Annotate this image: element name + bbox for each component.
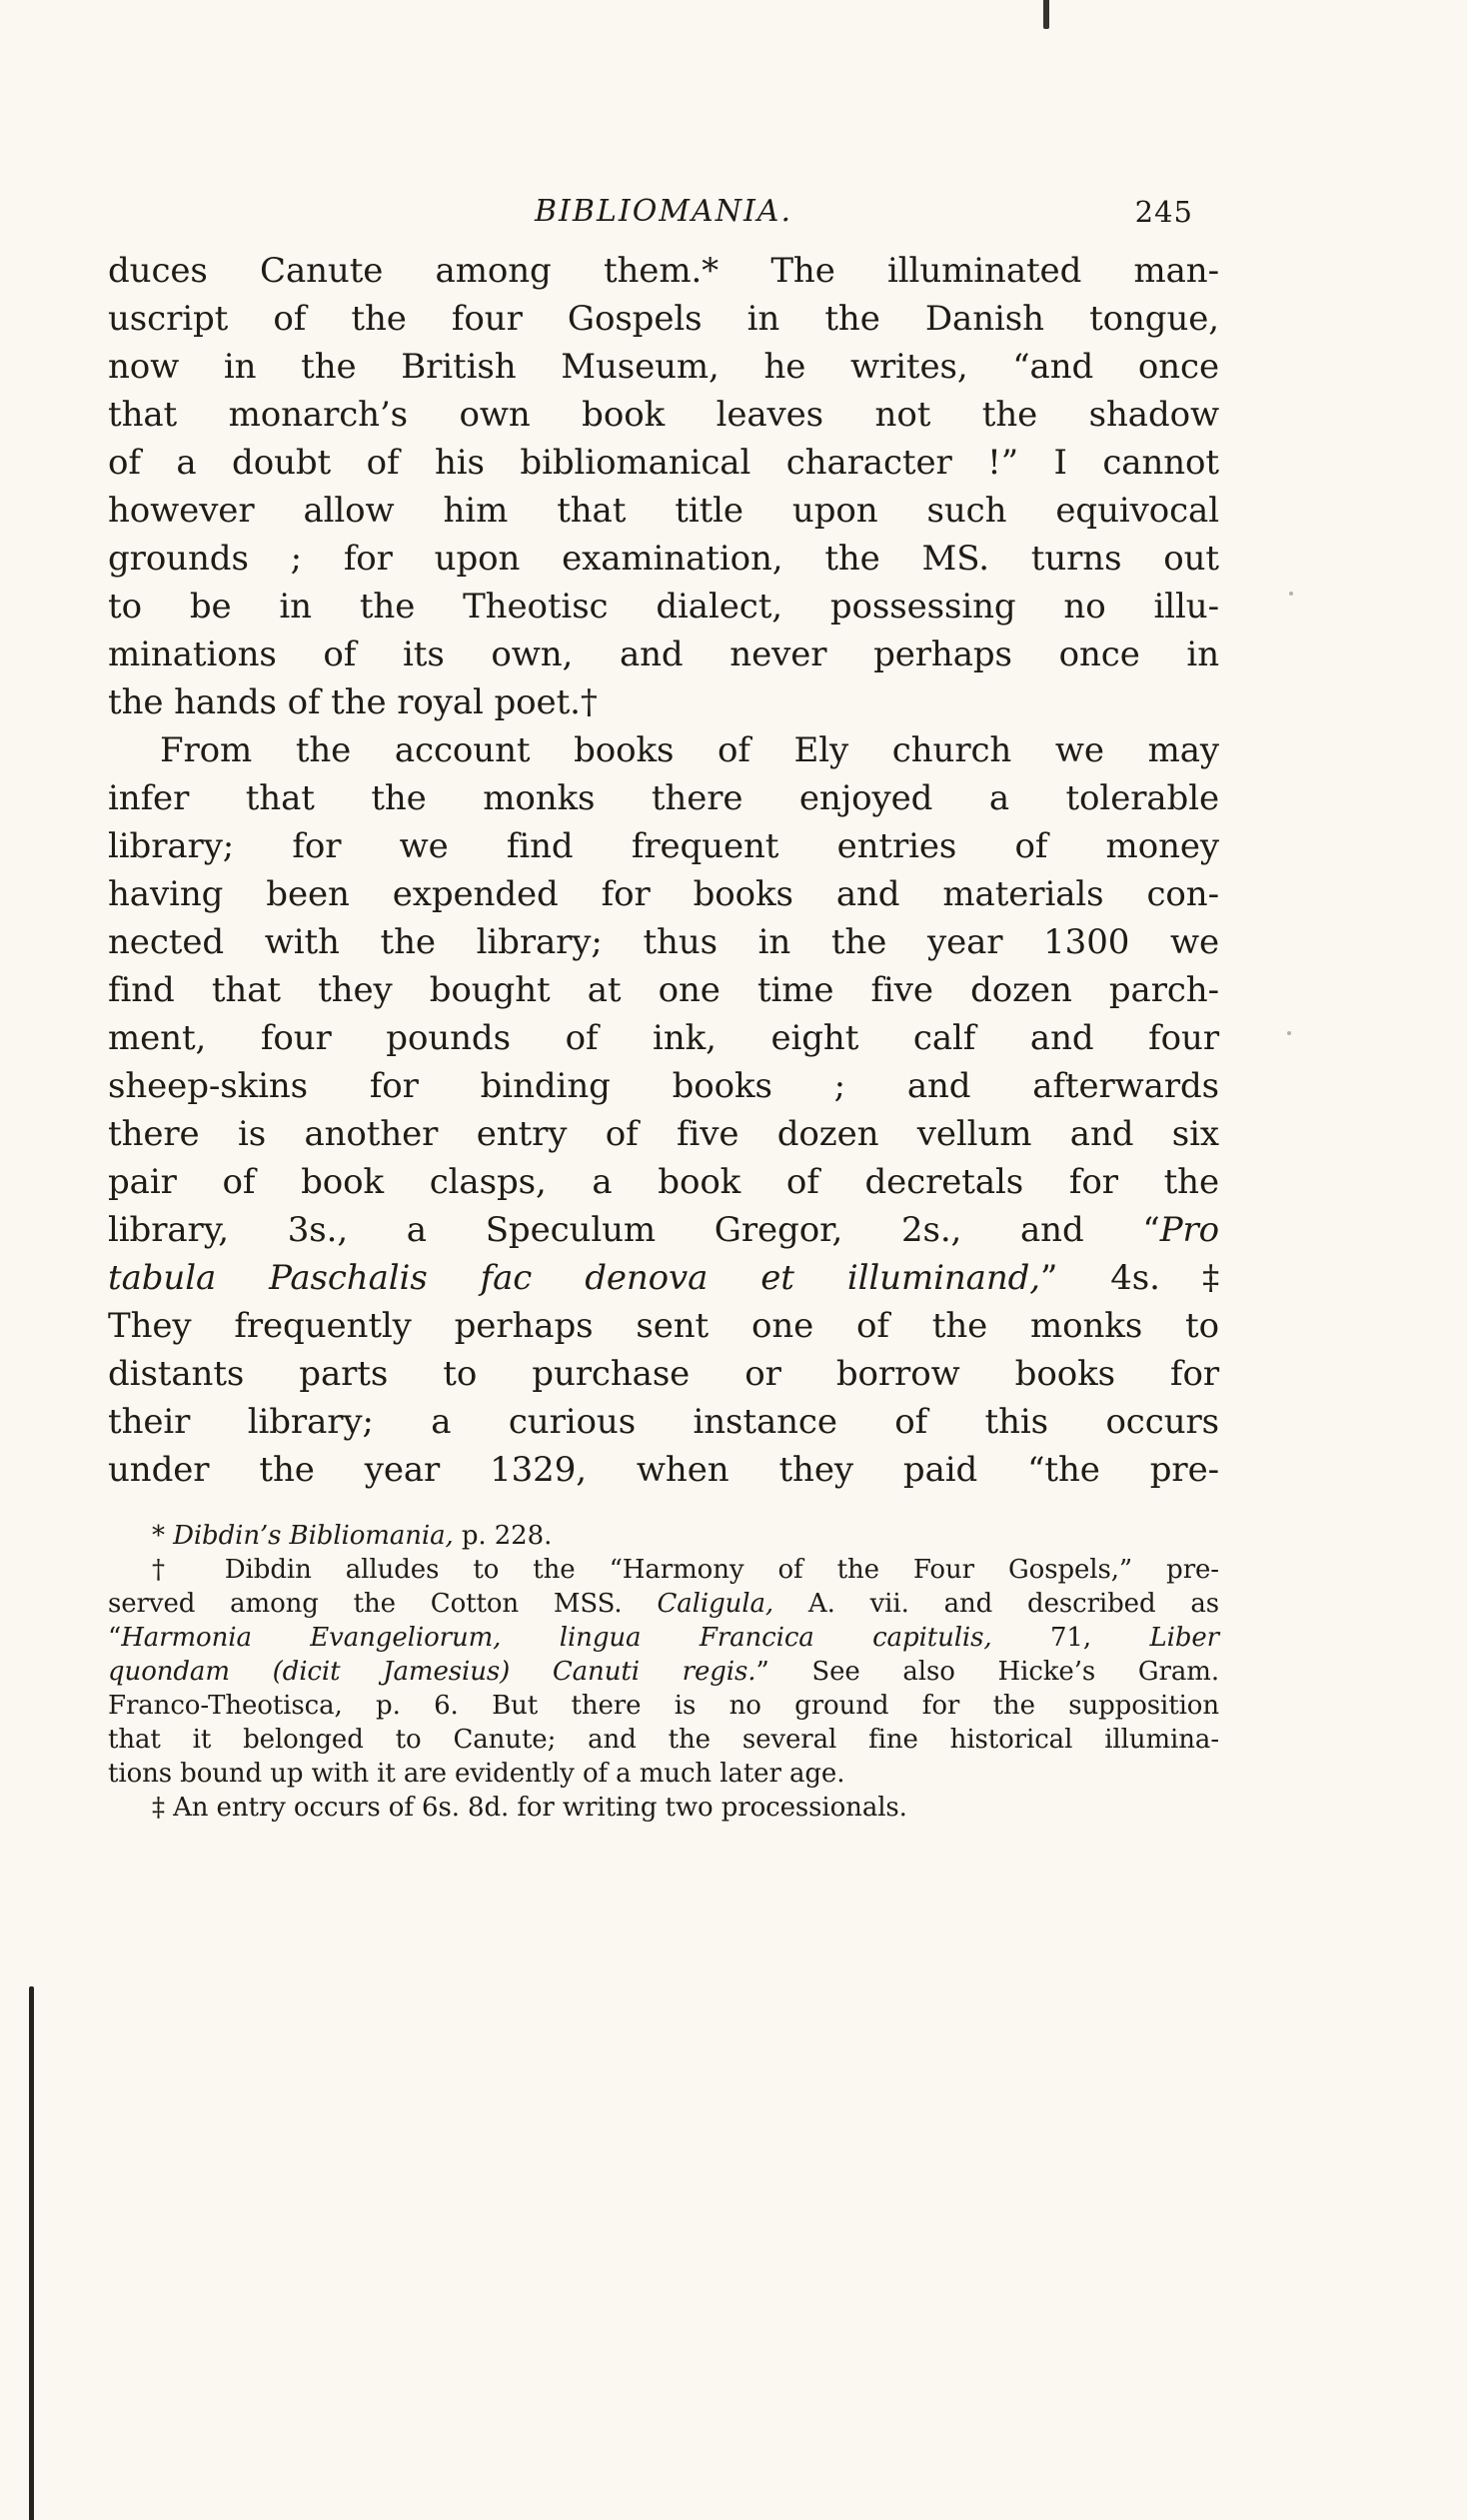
running-title: BIBLIOMANIA. <box>535 194 792 229</box>
text-segment: having been expended for books and materials con- <box>108 874 1219 914</box>
text-line <box>108 487 1219 535</box>
text-segment: sheep-skins for binding books ; and afterwards <box>108 1066 1219 1106</box>
text-segment: library; for we find frequent entries of money <box>108 826 1219 866</box>
scan-artifact-bottom-left <box>29 1986 34 2520</box>
text-line <box>108 870 1219 918</box>
scan-artifact-top-right <box>1043 0 1049 29</box>
text-segment: uscript of the four Gospels in the Danish tongue, <box>108 299 1219 339</box>
italic-text-segment: tabula Paschalis fac denova et illuminand, <box>108 1258 1040 1298</box>
footnote-line <box>108 1519 1219 1553</box>
text-line <box>108 1110 1219 1158</box>
text-segment: ment, four pounds of ink, eight calf and four <box>108 1018 1219 1058</box>
text-line <box>108 439 1219 487</box>
text-line <box>108 1446 1219 1494</box>
text-line <box>108 918 1219 966</box>
text-line <box>108 726 1219 774</box>
text-segment: nected with the library; thus in the year 1300 we <box>108 922 1219 962</box>
text-segment: served among the Cotton MSS. <box>108 1589 658 1619</box>
text-line <box>108 678 1219 726</box>
text-line <box>108 630 1219 678</box>
text-line <box>108 583 1219 630</box>
footnotes <box>108 1519 1219 1825</box>
body-text <box>108 247 1219 1494</box>
text-line <box>108 822 1219 870</box>
italic-text-segment: Liber <box>1149 1623 1219 1653</box>
text-segment: 71, <box>991 1623 1150 1653</box>
text-segment: under the year 1329, when they paid “the pre- <box>108 1450 1219 1490</box>
text-segment: find that they bought at one time five dozen parch- <box>108 970 1219 1010</box>
text-line <box>108 1254 1219 1302</box>
text-line <box>108 391 1219 439</box>
text-segment: p. 228. <box>453 1521 553 1551</box>
text-line <box>108 535 1219 583</box>
text-segment: pair of book clasps, a book of decretals for the <box>108 1162 1219 1202</box>
scan-speck <box>1287 1031 1291 1035</box>
text-segment: now in the British Museum, he writes, “and once <box>108 347 1219 387</box>
text-segment: that monarch’s own book leaves not the shadow <box>108 395 1219 435</box>
text-line <box>108 1206 1219 1254</box>
text-segment: infer that the monks there enjoyed a tolerable <box>108 778 1219 818</box>
text-segment: “ <box>108 1623 122 1653</box>
text-segment: † Dibdin alludes to the “Harmony of the Four Gospels,” pre- <box>152 1555 1219 1585</box>
page-header <box>108 194 1219 236</box>
text-segment: From the account books of Ely church we may <box>160 730 1219 770</box>
text-segment: duces Canute among them.* The illuminated man- <box>108 251 1219 291</box>
text-line <box>108 343 1219 391</box>
text-segment: grounds ; for upon examination, the MS. turns out <box>108 539 1219 579</box>
italic-text-segment: quondam (dicit Jamesius) Canuti regis. <box>108 1657 756 1687</box>
footnote-line <box>108 1723 1219 1757</box>
italic-text-segment: Harmonia Evangeliorum, lingua Francica capitulis, <box>121 1623 992 1653</box>
text-segment: A. vii. and described as <box>773 1589 1219 1619</box>
text-segment: library, 3s., a Speculum Gregor, 2s., and “ <box>108 1210 1160 1250</box>
text-segment: that it belonged to Canute; and the several fine historical illumina- <box>108 1725 1219 1755</box>
text-segment: minations of its own, and never perhaps once in <box>108 634 1219 674</box>
text-segment: their library; a curious instance of this occurs <box>108 1402 1219 1442</box>
footnote-line <box>108 1689 1219 1723</box>
text-line <box>108 1014 1219 1062</box>
text-line <box>108 1158 1219 1206</box>
text-line <box>108 966 1219 1014</box>
italic-text-segment: Dibdin’s Bibliomania, <box>173 1521 454 1551</box>
scan-speck <box>1289 592 1293 596</box>
page-number: 245 <box>1134 195 1193 229</box>
text-segment: ” See also Hicke’s Gram. <box>755 1657 1219 1687</box>
footnote-line <box>108 1757 1219 1791</box>
text-segment: however allow him that title upon such equivocal <box>108 491 1219 531</box>
text-segment: distants parts to purchase or borrow books for <box>108 1354 1219 1394</box>
text-segment: They frequently perhaps sent one of the monks to <box>108 1306 1219 1346</box>
text-line <box>108 295 1219 343</box>
footnote-line <box>108 1655 1219 1689</box>
text-segment: there is another entry of five dozen vellum and six <box>108 1114 1219 1154</box>
text-segment: to be in the Theotisc dialect, possessing no illu- <box>108 587 1219 627</box>
text-line <box>108 1350 1219 1398</box>
text-line <box>108 774 1219 822</box>
text-segment: ” 4s.‡ <box>1040 1258 1219 1298</box>
footnote-line <box>108 1791 1219 1825</box>
text-segment: of a doubt of his bibliomanical character !” I cannot <box>108 443 1219 483</box>
text-line <box>108 247 1219 295</box>
text-segment: Franco-Theotisca, p. 6. But there is no ground for the supposition <box>108 1691 1219 1721</box>
italic-text-segment: Caligula, <box>657 1589 774 1619</box>
text-line <box>108 1302 1219 1350</box>
footnote-line <box>108 1587 1219 1621</box>
text-line <box>108 1398 1219 1446</box>
italic-text-segment: Pro <box>1159 1210 1219 1250</box>
footnote-line <box>108 1553 1219 1587</box>
text-line <box>108 1062 1219 1110</box>
text-segment: * <box>152 1521 174 1551</box>
text-segment: ‡ An entry occurs of 6s. 8d. for writing two processionals. <box>152 1793 907 1823</box>
footnote-line <box>108 1621 1219 1655</box>
text-segment: the hands of the royal poet.† <box>108 682 598 722</box>
text-segment: tions bound up with it are evidently of a much later age. <box>108 1759 845 1789</box>
